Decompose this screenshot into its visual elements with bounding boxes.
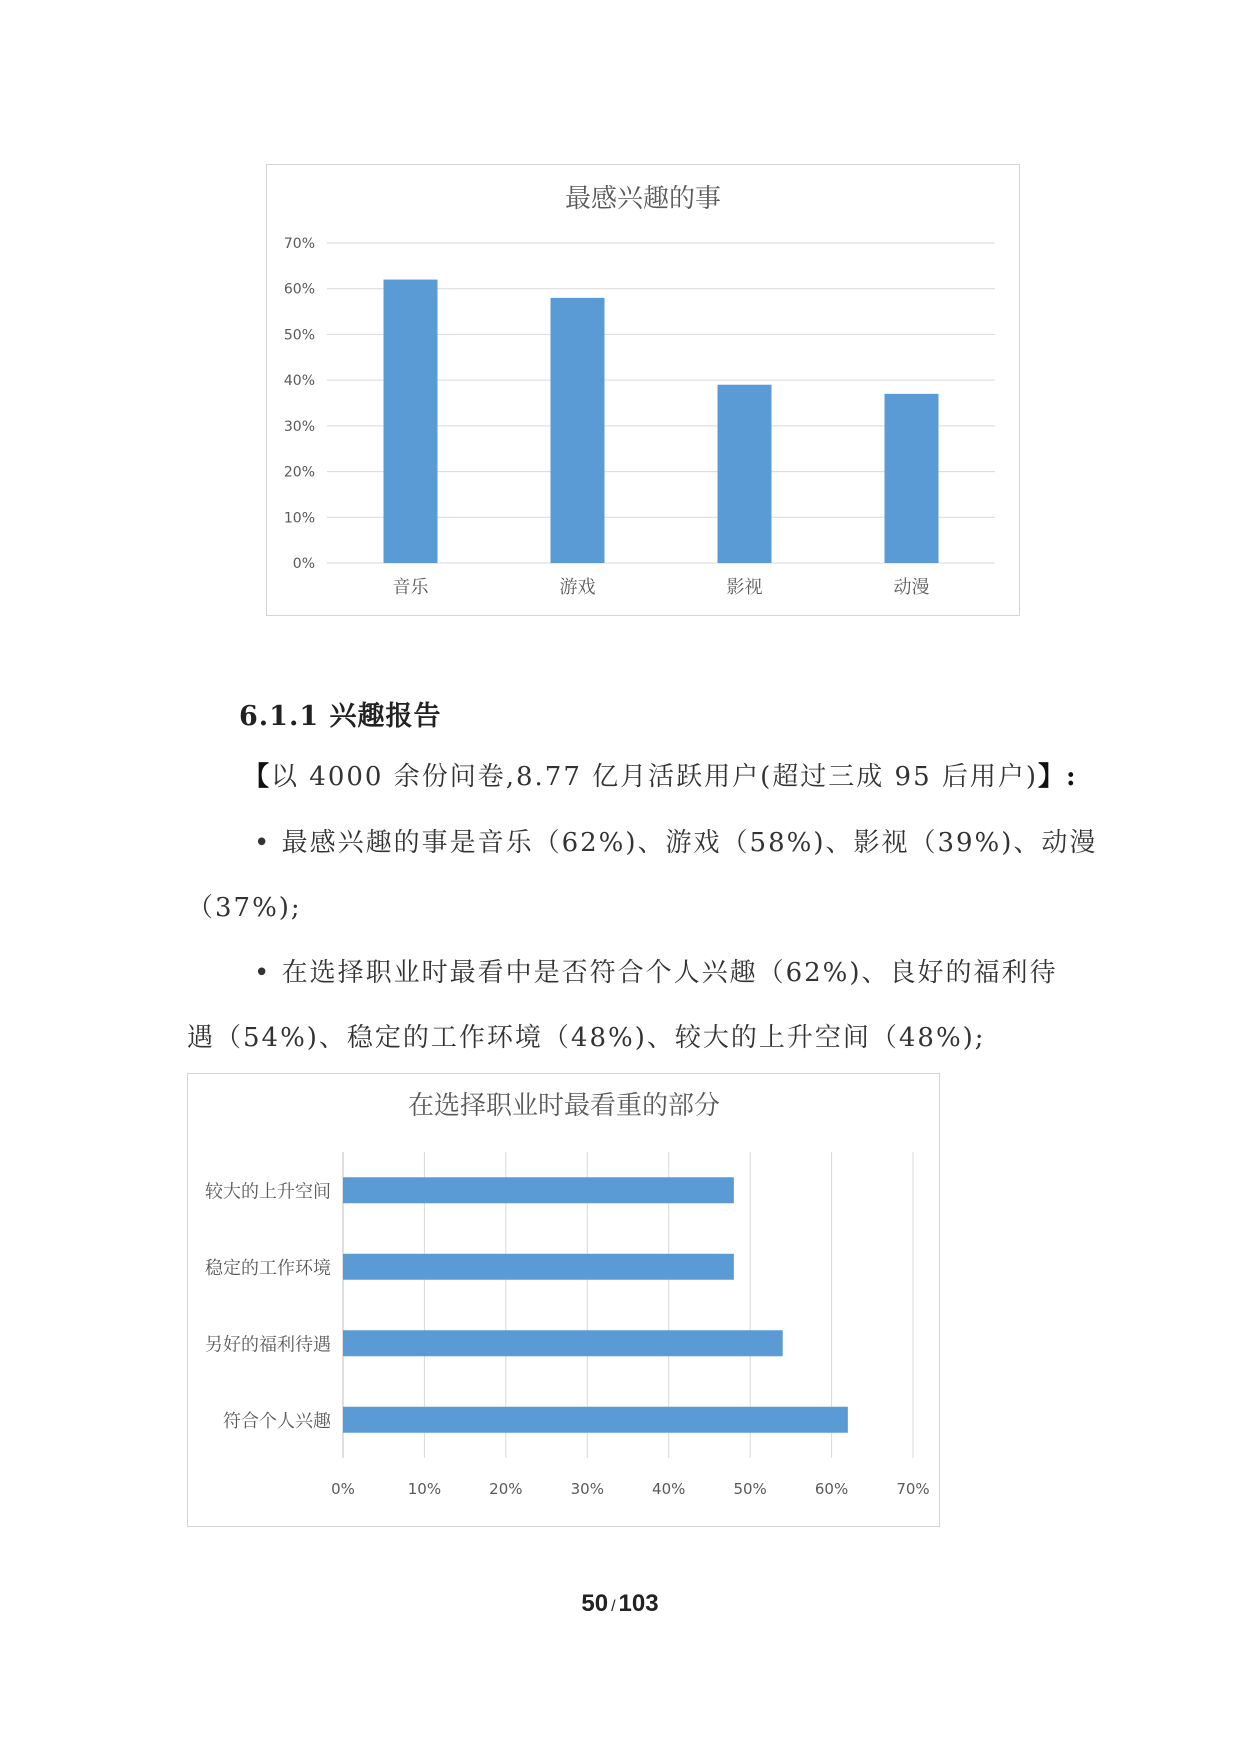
y-tick-label: 20% <box>283 464 315 481</box>
bar <box>343 1177 734 1203</box>
interest-bar-chart <box>266 164 1020 616</box>
bar <box>551 298 605 563</box>
bar <box>343 1254 734 1280</box>
y-tick-label: 40% <box>283 373 315 390</box>
intro-close-bracket: 】: <box>1038 762 1078 792</box>
chart-title: 在选择职业时最看重的部分 <box>407 1091 721 1121</box>
bullet-1-line-2: （37%); <box>187 893 302 923</box>
bullet-2-line-2: 遇（54%)、稳定的工作环境（48%)、较大的上升空间（48%); <box>187 1023 986 1053</box>
y-tick-label: 稳定的工作环境 <box>205 1257 331 1279</box>
page-number <box>0 1590 1240 1618</box>
section-heading: 6.1.1 兴趣报告 <box>239 701 442 732</box>
y-tick-label: 60% <box>283 281 315 298</box>
career-priority-bar-chart-svg <box>188 1074 939 1526</box>
x-tick-label: 40% <box>652 1480 686 1498</box>
y-tick-label: 50% <box>283 327 315 344</box>
y-tick-label: 30% <box>283 418 315 435</box>
bar <box>343 1407 848 1433</box>
bar <box>718 385 772 563</box>
bullet-2-line-1: • 在选择职业时最看中是否符合个人兴趣（62%)、良好的福利待 <box>254 958 1058 988</box>
interest-bar-chart-svg <box>267 165 1019 615</box>
y-tick-label: 符合个人兴趣 <box>223 1410 331 1432</box>
bar <box>384 280 438 563</box>
x-tick-label: 音乐 <box>392 577 429 598</box>
career-priority-bar-chart <box>187 1073 940 1527</box>
x-tick-label: 0% <box>331 1480 355 1498</box>
x-tick-label: 20% <box>489 1480 523 1498</box>
bullet-1-line-1: • 最感兴趣的事是音乐（62%)、游戏（58%)、影视（39%)、动漫 <box>254 828 1098 858</box>
x-tick-label: 动漫 <box>893 577 930 598</box>
page-total: 103 <box>618 1590 659 1617</box>
bar <box>885 394 939 563</box>
page-current: 50 <box>581 1590 609 1617</box>
x-tick-label: 50% <box>733 1480 767 1498</box>
x-tick-label: 游戏 <box>559 577 596 598</box>
page-separator: / <box>611 1598 616 1615</box>
x-tick-label: 70% <box>896 1480 930 1498</box>
chart-title: 最感兴趣的事 <box>564 184 722 214</box>
intro-open-bracket: 【 <box>243 762 272 792</box>
intro-text: 以 4000 余份问卷,8.77 亿月活跃用户(超过三成 95 后用户) <box>271 762 1039 792</box>
x-tick-label: 60% <box>814 1480 849 1498</box>
y-tick-label: 10% <box>283 510 315 527</box>
bar <box>343 1330 783 1356</box>
y-tick-label: 较大的上升空间 <box>205 1181 331 1203</box>
x-tick-label: 30% <box>570 1480 604 1498</box>
y-tick-label: 0% <box>292 556 315 572</box>
y-tick-label: 70% <box>283 236 315 252</box>
y-tick-label: 另好的福利待遇 <box>205 1334 331 1356</box>
x-tick-label: 影视 <box>726 577 763 598</box>
intro-paragraph <box>243 756 1078 793</box>
x-tick-label: 10% <box>407 1480 442 1498</box>
